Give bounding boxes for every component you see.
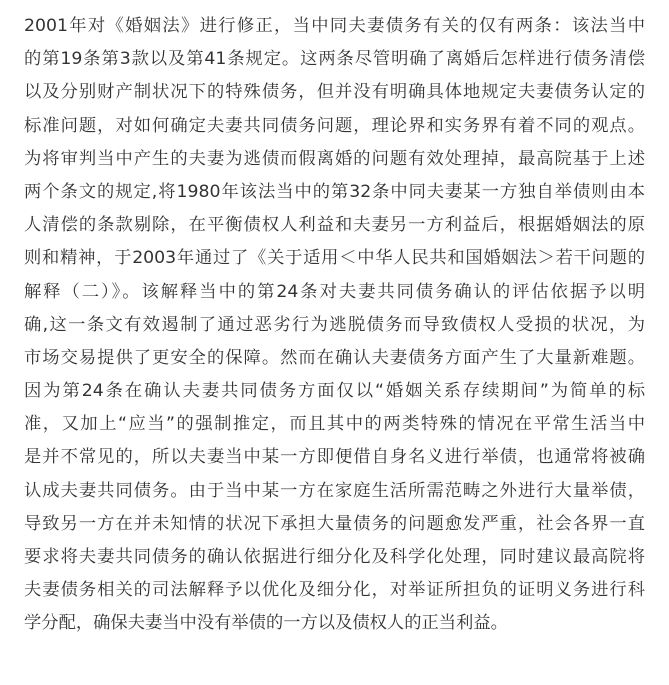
text-line: 准，又加上“应当”的强制推定，而且其中的两类特殊的情况在平常生活当中 [24,414,645,435]
text-line: 市场交易提供了更安全的保障。然而在确认夫妻债务方面产生了大量新难题。 [24,347,645,368]
text-line: 以及分别财产制状况下的特殊债务，但并没有明确具体地规定夫妻债务认定的 [24,82,645,103]
text-line: 2001年对《婚姻法》进行修正，当中同夫妻债务有关的仅有两条：该法当中 [24,16,645,36]
text-line: 两个条文的规定,将1980年该法当中的第32条中同夫妻某一方独自举债则由本 [24,181,645,202]
text-line: 要求将夫妻共同债务的确认依据进行细分化及科学化处理，同时建议最高院将 [24,547,645,567]
article-paragraph [24,10,645,641]
text-line: 是并不常见的，所以夫妻当中某一方即便借自身名义进行举债，也通常将被确 [24,447,645,468]
text-line: 的第19条第3款以及第41条规定。这两条尽管明确了离婚后怎样进行债务清偿 [24,49,645,70]
text-line: 人清偿的条款剔除，在平衡债权人利益和夫妻另一方利益后，根据婚姻法的原 [24,215,645,236]
text-line: 导致另一方在并未知情的状况下承担大量债务的问题愈发严重，社会各界一直 [24,513,645,534]
text-line: 夫妻债务相关的司法解释予以优化及细分化，对举证所担负的证明义务进行科 [24,580,645,601]
text-line: 因为第24条在确认夫妻共同债务方面仅以“婚姻关系存续期间”为简单的标 [24,381,645,402]
text-line: 解释（二）》。该解释当中的第24条对夫妻共同债务确认的评估依据予以明 [24,281,645,302]
text-line: 确,这一条文有效遏制了通过恶劣行为逃脱债务而导致债权人受损的状况，为 [24,314,645,335]
text-line: 学分配，确保夫妻当中没有举债的一方以及债权人的正当利益。 [24,613,508,634]
text-line: 为将审判当中产生的夫妻为逃债而假离婚的问题有效处理掉，最高院基于上述 [24,148,645,169]
text-line: 标准问题，对如何确定夫妻共同债务问题，理论界和实务界有着不同的观点。 [24,115,645,136]
text-line: 认成夫妻共同债务。由于当中某一方在家庭生活所需范畴之外进行大量举债， [24,480,645,501]
text-line: 则和精神，于2003年通过了《关于适用＜中华人民共和国婚姻法＞若干问题的 [24,248,645,269]
